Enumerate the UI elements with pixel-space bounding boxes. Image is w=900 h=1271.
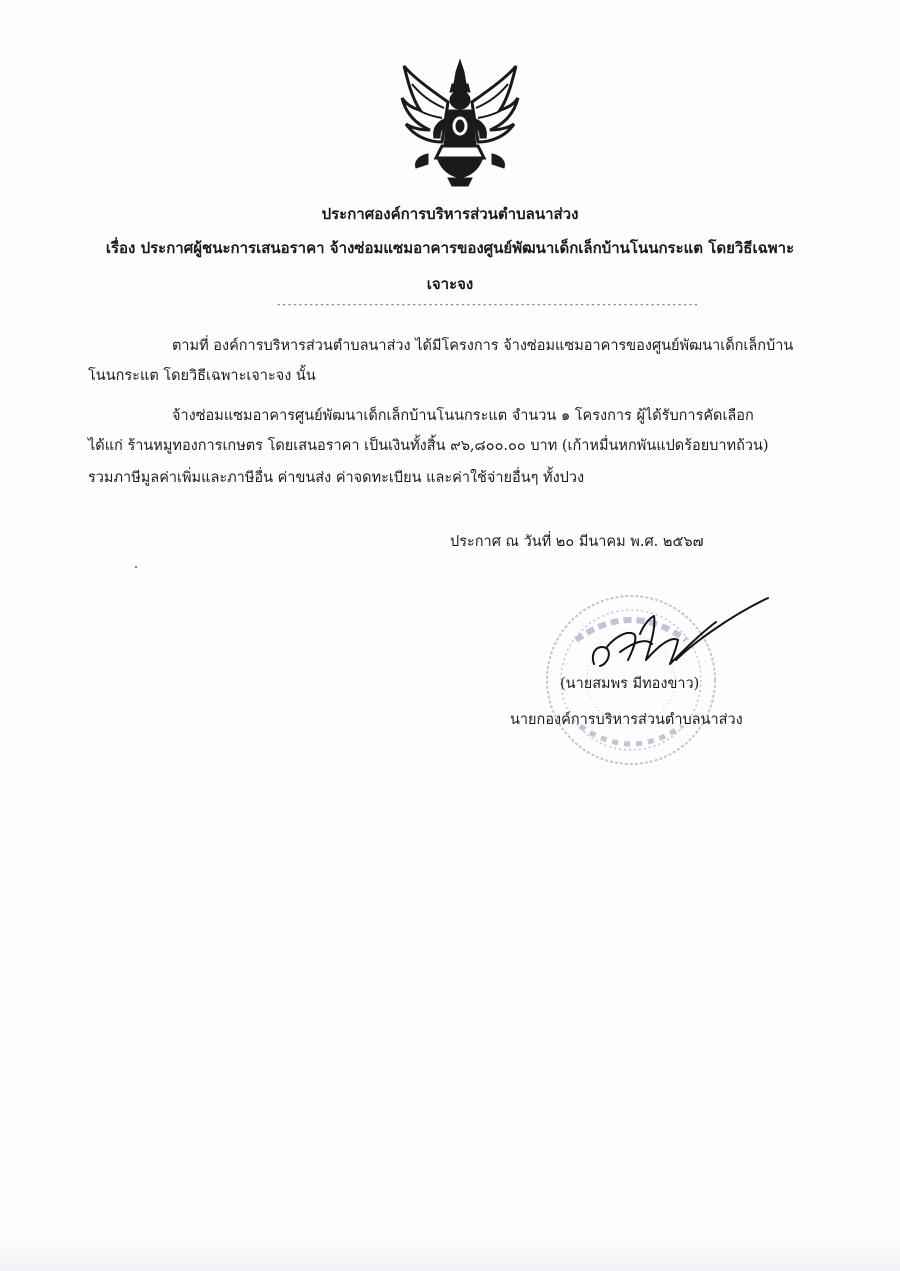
signatory-name: (นายสมพร มีทองขาว) <box>560 676 700 692</box>
paragraph-1-line-2: โนนกระแต โดยวิธีเฉพาะเจาะจง นั้น <box>88 368 316 384</box>
announcement-date: ประกาศ ณ วันที่ ๒๐ มีนาคม พ.ศ. ๒๕๖๗ <box>450 534 704 550</box>
paragraph-2-line-3: รวมภาษีมูลค่าเพิ่มและภาษีอื่น ค่าขนส่ง ค่าจดทะเบียน และค่าใช้จ่ายอื่นๆ ทั้งปวง <box>88 470 585 486</box>
paragraph-2-line-1: จ้างซ่อมแซมอาคารศูนย์พัฒนาเด็กเล็กบ้านโนนกระแต จำนวน ๑ โครงการ ผู้ได้รับการคัดเลือก <box>172 408 754 424</box>
document-heading: ประกาศองค์การบริหารส่วนตำบลนาส่วง <box>321 205 579 223</box>
signatory-position: นายกองค์การบริหารส่วนตำบลนาส่วง <box>510 712 743 728</box>
garuda-emblem-icon <box>398 58 522 188</box>
document-subject-continuation: เจาะจง <box>426 275 474 293</box>
heading-separator: ------------------------------------------------------------------------------ <box>276 300 699 310</box>
paragraph-2-line-2: ได้แก่ ร้านหมูทองการเกษตร โดยเสนอราคา เป็นเงินทั้งสิ้น ๙๖,๘๐๐.๐๐ บาท (เก้าหมื่นหกพันแปดร้อยบาทถ้วน) <box>88 438 769 454</box>
scan-speck <box>135 566 137 568</box>
scan-bottom-edge <box>0 1240 900 1271</box>
document-subject: เรื่อง ประกาศผู้ชนะการเสนอราคา จ้างซ่อมแซมอาคารของศูนย์พัฒนาเด็กเล็กบ้านโนนกระแต โดยวิธีเฉพาะ <box>105 239 795 257</box>
handwritten-signature <box>580 594 780 680</box>
paragraph-1-line-1: ตามที่ องค์การบริหารส่วนตำบลนาส่วง ได้มีโครงการ จ้างซ่อมแซมอาคารของศูนย์พัฒนาเด็กเล็กบ้าน <box>172 338 794 354</box>
